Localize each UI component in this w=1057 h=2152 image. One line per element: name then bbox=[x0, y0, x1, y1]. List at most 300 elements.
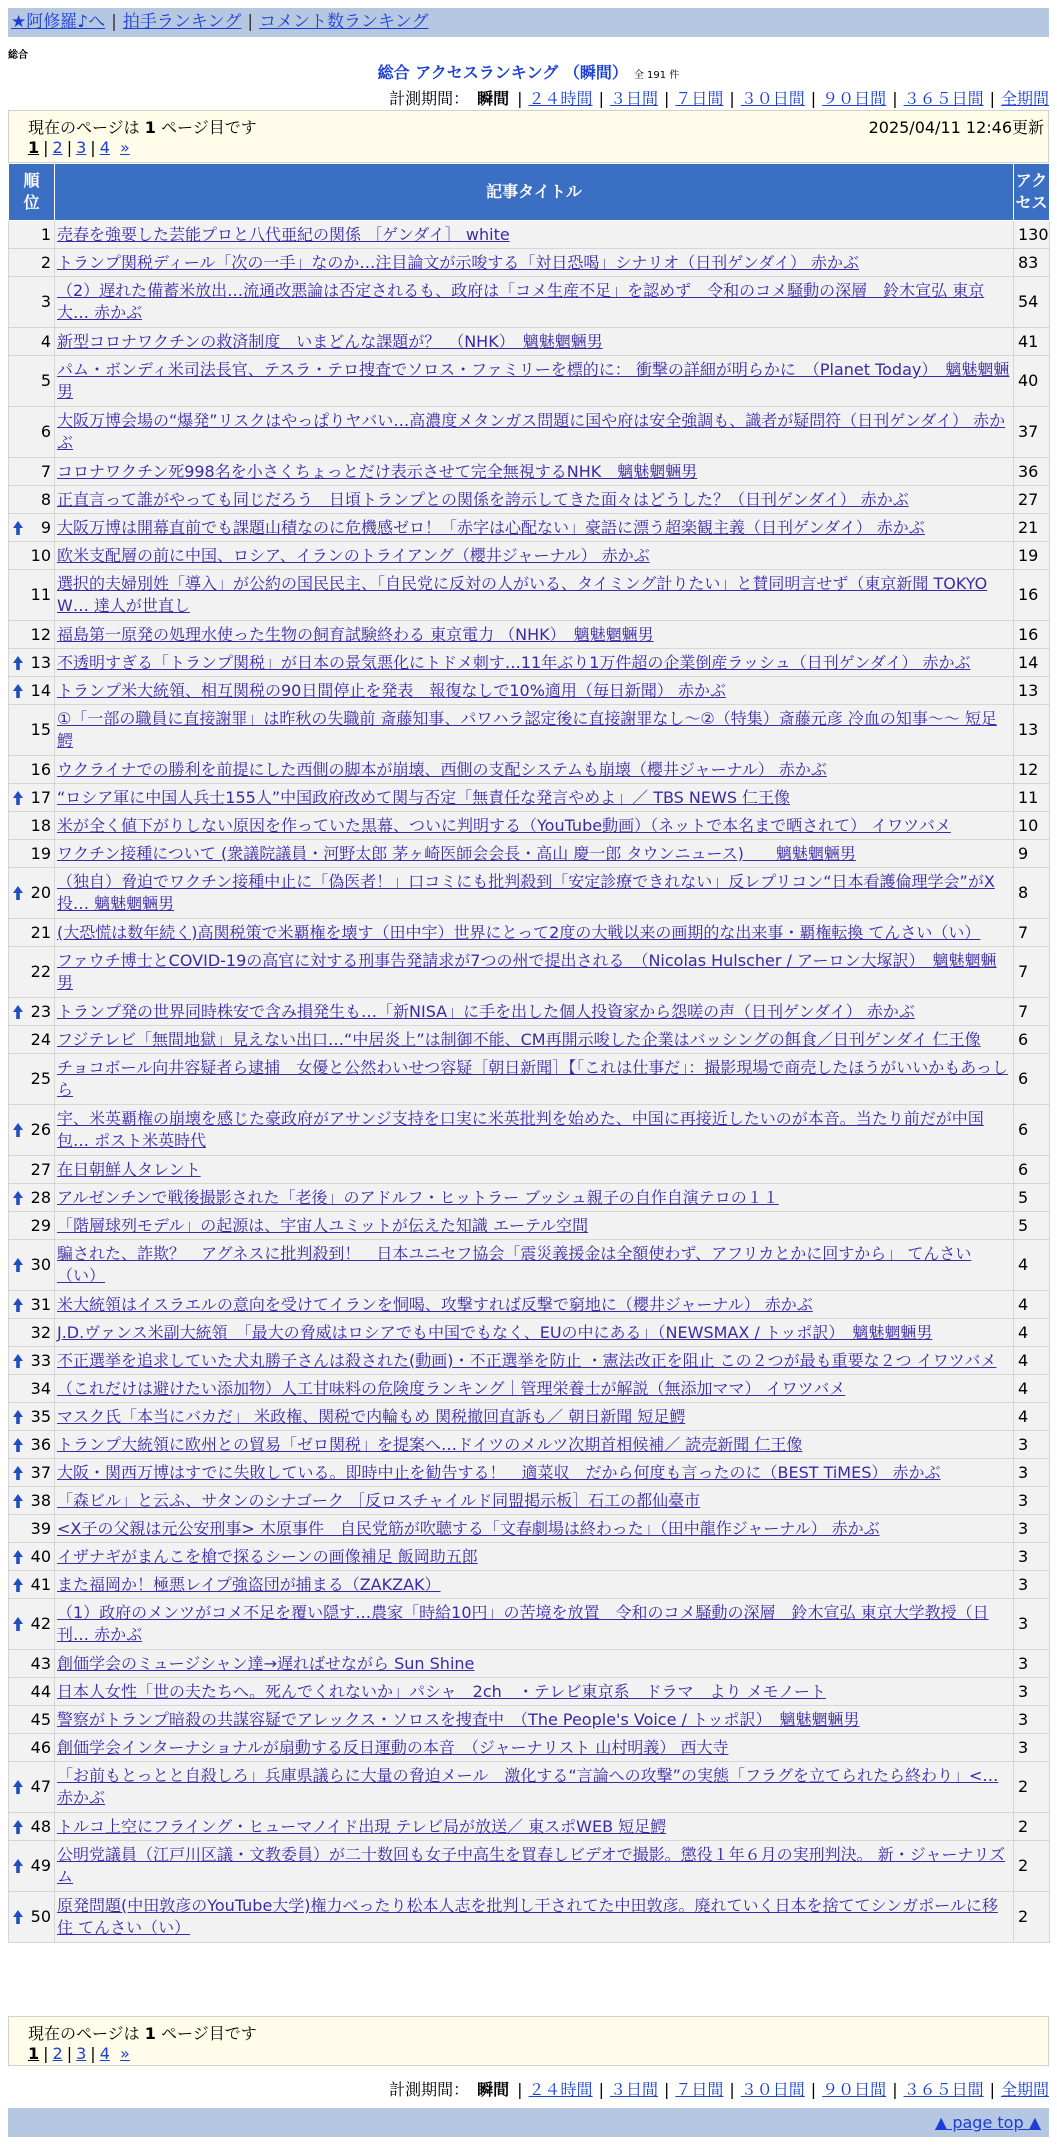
rank-number: 43 bbox=[30, 1653, 51, 1673]
access-count: 3 bbox=[1014, 1734, 1050, 1762]
article-link[interactable]: 警察がトランプ暗殺の共謀容疑でアレックス・ソロスを捜査中 （The People's Voice / トッポ訳） 魑魅魍魎男 bbox=[57, 1709, 860, 1729]
title-cell bbox=[55, 947, 1014, 998]
title-cell bbox=[55, 1184, 1014, 1212]
table-row bbox=[9, 407, 1050, 458]
title-cell bbox=[55, 1212, 1014, 1240]
article-link[interactable]: 創価学会インターナショナルが扇動する反日運動の本音 （ジャーナリスト 山村明義） 西大寺 bbox=[57, 1737, 729, 1757]
access-count: 2 bbox=[1014, 1892, 1050, 1943]
rank-cell bbox=[9, 812, 55, 840]
rank-cell bbox=[9, 705, 55, 756]
nav-link-asyura[interactable]: ★阿修羅♪へ bbox=[11, 12, 106, 32]
rank-cell bbox=[9, 1156, 55, 1184]
rank-number: 30 bbox=[30, 1255, 51, 1274]
article-link[interactable]: 原発問題(中田敦彦のYouTube大学)権力べったり松本人志を批判し干されてた中田敦彦。廃れていく日本を捨ててシンガポールに移住 てんさい（い） bbox=[57, 1896, 998, 1937]
rank-number: 37 bbox=[30, 1462, 51, 1482]
article-link[interactable]: フジテレビ「無間地獄」見えない出口…“中居炎上”は制御不能、CM再開示唆した企業はバッシングの餌食／日刊ゲンダイ 仁王像 bbox=[57, 1029, 981, 1049]
period-link-365d[interactable]: ３６５日間 bbox=[903, 89, 984, 108]
table-row bbox=[9, 621, 1050, 649]
table-row bbox=[9, 1571, 1050, 1599]
access-count: 12 bbox=[1014, 756, 1050, 784]
article-link[interactable]: マスク氏「本当にバカだ」 米政権、関税で内輪もめ 関税撤回直訴も／ 朝日新聞 短足鰐 bbox=[57, 1406, 686, 1426]
title-cell bbox=[55, 1319, 1014, 1347]
title-cell bbox=[55, 1431, 1014, 1459]
article-link[interactable]: （独自）脅迫でワクチン接種中止に「偽医者！」口コミにも批判殺到「安定診療できれない」反レプリコン“日本看護倫理学会”がX投… 魑魅魍魎男 bbox=[57, 872, 995, 913]
access-count: 3 bbox=[1014, 1599, 1050, 1650]
table-row bbox=[9, 221, 1050, 249]
rank-number: 46 bbox=[30, 1737, 51, 1757]
article-link[interactable]: 創価学会のミュージシャン達→遅ればせながら Sun Shine bbox=[57, 1653, 475, 1673]
rank-number: 25 bbox=[30, 1069, 51, 1088]
access-count: 14 bbox=[1014, 649, 1050, 677]
access-count: 5 bbox=[1014, 1184, 1050, 1212]
article-link[interactable]: （1）政府のメンツがコメ不足を覆い隠す…農家「時給10円」の苦境を放置 令和のコメ騒動の深層 鈴木宣弘 東京大学教授（日刊… 赤かぶ bbox=[57, 1603, 989, 1644]
period-selector-top: 計測期間： 瞬間 | ２４時間 | ３日間 | ７日間 | ３０日間 | ９０日間 | ３６５日間 | 全期間 bbox=[389, 89, 1049, 108]
table-row bbox=[9, 486, 1050, 514]
access-count: 6 bbox=[1014, 1054, 1050, 1105]
access-count: 2 bbox=[1014, 1762, 1050, 1813]
rank-number: 2 bbox=[40, 252, 51, 272]
rank-cell bbox=[9, 1571, 55, 1599]
rank-number: 16 bbox=[30, 759, 51, 779]
period-selector-bottom: 計測期間： 瞬間 | ２４時間 | ３日間 | ７日間 | ３０日間 | ９０日間 | ３６５日間 | 全期間 bbox=[389, 2080, 1049, 2099]
table-row bbox=[9, 328, 1050, 356]
rank-number: 39 bbox=[30, 1518, 51, 1538]
rank-number: 27 bbox=[30, 1159, 51, 1179]
article-link[interactable]: 「お前もとっとと自殺しろ」兵庫県議らに大量の脅迫メール 激化する“言論への攻撃”の実態「フラグを立てられたら終わり」<… 赤かぶ bbox=[57, 1766, 999, 1807]
article-link[interactable]: 選択的夫婦別姓「導入」が公約の国民民主、「自民党に反対の人がいる、タイミング計りたい」と賛同明言せず（東京新聞 TOKYO W… 達人が世直し bbox=[57, 574, 988, 615]
access-count: 3 bbox=[1014, 1706, 1050, 1734]
title-cell bbox=[55, 1240, 1014, 1291]
page-link-3[interactable]: 3 bbox=[76, 2044, 87, 2063]
table-row bbox=[9, 756, 1050, 784]
up-arrow-icon bbox=[12, 520, 24, 536]
table-row bbox=[9, 542, 1050, 570]
article-link[interactable]: ①「一部の職員に直接謝罪」は昨秋の失職前 斎藤知事、パワハラ認定後に直接謝罪なし～②（特集）斎藤元彦 冷血の知事～～ 短足鰐 bbox=[57, 709, 997, 750]
page-link-1[interactable]: 1 bbox=[28, 138, 40, 157]
table-row bbox=[9, 649, 1050, 677]
rank-cell bbox=[9, 1105, 55, 1156]
access-count: 4 bbox=[1014, 1291, 1050, 1319]
rank-number: 7 bbox=[40, 461, 51, 481]
section-label: 総合 bbox=[8, 50, 28, 61]
access-count: 11 bbox=[1014, 784, 1050, 812]
ranking-title-line bbox=[0, 60, 1057, 83]
article-link[interactable]: パム・ボンディ米司法長官、テスラ・テロ捜査でソロス・ファミリーを標的に： 衝撃の詳細が明らかに （Planet Today） 魑魅魍魎男 bbox=[57, 360, 1010, 401]
title-cell bbox=[55, 486, 1014, 514]
period-link-3d[interactable]: ３日間 bbox=[609, 2080, 658, 2099]
up-arrow-icon bbox=[12, 1909, 24, 1925]
article-link[interactable]: イザナギがまんこを槍で探るシーンの画像補足 飯岡助五郎 bbox=[57, 1546, 478, 1566]
rank-number: 18 bbox=[30, 815, 51, 835]
access-count: 13 bbox=[1014, 705, 1050, 756]
rank-number: 47 bbox=[30, 1777, 51, 1796]
title-cell bbox=[55, 812, 1014, 840]
rank-cell bbox=[9, 1734, 55, 1762]
period-link-30d[interactable]: ３０日間 bbox=[740, 89, 805, 108]
rank-number: 12 bbox=[30, 624, 51, 644]
article-link[interactable]: 新型コロナワクチンの救済制度 いまどんな課題が？ （NHK） 魑魅魍魎男 bbox=[57, 331, 603, 351]
article-link[interactable]: （これだけは避けたい添加物）人工甘味料の危険度ランキング｜管理栄養士が解説（無添加ママ） イワツバメ bbox=[57, 1378, 846, 1398]
article-link[interactable]: 「階層球列モデル」の起源は、宇宙人ユミットが伝えた知識 エーテル空間 bbox=[57, 1215, 589, 1235]
table-row bbox=[9, 514, 1050, 542]
article-link[interactable]: コロナワクチン死998名を小さくちょっとだけ表示させて完全無視するNHK 魑魅魍魎男 bbox=[57, 461, 698, 481]
article-link[interactable]: トランプ発の世界同時株安で含み損発生も…「新NISA」に手を出した個人投資家から怨嗟の声（日刊ゲンダイ） 赤かぶ bbox=[57, 1001, 915, 1021]
period-current: 瞬間 bbox=[477, 89, 510, 108]
rank-cell bbox=[9, 677, 55, 705]
access-count: 3 bbox=[1014, 1515, 1050, 1543]
rank-cell bbox=[9, 1291, 55, 1319]
nav-link-comment-ranking[interactable]: コメント数ランキング bbox=[259, 12, 429, 32]
page-link-1[interactable]: 1 bbox=[28, 2044, 40, 2063]
article-link[interactable]: 公明党議員（江戸川区議・文教委員）が二十数回も女子中高生を買春しビデオで撮影。懲役１年６月の実刑判決。 新・ジャーナリズム bbox=[57, 1845, 1006, 1886]
access-count: 3 bbox=[1014, 1431, 1050, 1459]
table-row bbox=[9, 1841, 1050, 1892]
rank-cell bbox=[9, 1431, 55, 1459]
title-cell bbox=[55, 1706, 1014, 1734]
next-page-link[interactable]: » bbox=[120, 2044, 130, 2063]
page-link-2[interactable]: 2 bbox=[52, 2044, 63, 2063]
table-row bbox=[9, 1240, 1050, 1291]
up-arrow-icon bbox=[12, 1577, 24, 1593]
rank-cell bbox=[9, 542, 55, 570]
title-cell bbox=[55, 1347, 1014, 1375]
article-link[interactable]: (大恐慌は数年続く)高関税策で米覇権を壊す（田中宇）世界にとって2度の大戦以来の画期的な出来事・覇権転換 てんさい（い） bbox=[57, 922, 981, 942]
article-link[interactable]: 米が全く値下がりしない原因を作っていた黒幕、ついに判明する（YouTube動画）（ネットで本名まで晒されて） イワツバメ bbox=[57, 815, 951, 835]
rank-number: 15 bbox=[30, 720, 51, 739]
article-link[interactable]: トランプ米大統領、相互関税の90日間停止を発表 報復なしで10%適用（毎日新聞） 赤かぶ bbox=[57, 680, 727, 700]
up-arrow-icon bbox=[12, 1122, 24, 1138]
rank-cell bbox=[9, 1892, 55, 1943]
access-count: 6 bbox=[1014, 1026, 1050, 1054]
article-link[interactable]: 福島第一原発の処理水使った生物の飼育試験終わる 東京電力 （NHK） 魑魅魍魎男 bbox=[57, 624, 654, 644]
period-link-24h[interactable]: ２４時間 bbox=[528, 2080, 593, 2099]
article-link[interactable]: 在日朝鮮人タレント bbox=[57, 1159, 201, 1179]
footer-bar bbox=[8, 2108, 1049, 2137]
rank-number: 24 bbox=[30, 1029, 51, 1049]
rank-number: 35 bbox=[30, 1406, 51, 1426]
article-link[interactable]: （2）遅れた備蓄米放出…流通改悪論は否定されるも、政府は「コメ生産不足」を認めず 令和のコメ騒動の深層 鈴木宣弘 東京大… 赤かぶ bbox=[57, 281, 985, 322]
pagination-top: 1 | 2 | 3 | 4 » bbox=[28, 138, 130, 157]
title-cell bbox=[55, 1571, 1014, 1599]
article-link[interactable]: チョコボール向井容疑者ら逮捕 女優と公然わいせつ容疑［朝日新聞］【「これは仕事だ」：撮影現場で商売したほうがいいかもあっしら bbox=[57, 1058, 1009, 1099]
table-row bbox=[9, 1706, 1050, 1734]
rank-cell bbox=[9, 998, 55, 1026]
rank-cell bbox=[9, 1515, 55, 1543]
access-count: 3 bbox=[1014, 1571, 1050, 1599]
access-count: 2 bbox=[1014, 1813, 1050, 1841]
table-row bbox=[9, 1813, 1050, 1841]
title-cell bbox=[55, 1599, 1014, 1650]
article-link[interactable]: “ロシア軍に中国人兵士155人”中国政府改めて関与否定「無責任な発言やめよ」／ TBS NEWS 仁王像 bbox=[57, 787, 791, 807]
rank-cell bbox=[9, 1403, 55, 1431]
rank-cell bbox=[9, 621, 55, 649]
next-page-link[interactable]: » bbox=[120, 138, 130, 157]
table-row bbox=[9, 1026, 1050, 1054]
period-link-90d[interactable]: ９０日間 bbox=[822, 89, 887, 108]
up-arrow-icon bbox=[12, 885, 24, 901]
nav-link-applause-ranking[interactable]: 拍手ランキング bbox=[122, 12, 242, 32]
period-link-3d[interactable]: ３日間 bbox=[609, 89, 658, 108]
up-arrow-icon bbox=[12, 655, 24, 671]
rank-cell bbox=[9, 1240, 55, 1291]
updated-timestamp: 2025/04/11 12:46更新 bbox=[868, 118, 1044, 137]
access-count: 13 bbox=[1014, 677, 1050, 705]
rank-cell bbox=[9, 277, 55, 328]
access-count: 6 bbox=[1014, 1105, 1050, 1156]
access-count: 10 bbox=[1014, 812, 1050, 840]
top-nav-bar bbox=[8, 8, 1049, 37]
rank-number: 33 bbox=[30, 1350, 51, 1370]
access-count: 3 bbox=[1014, 1650, 1050, 1678]
rank-cell bbox=[9, 756, 55, 784]
table-row bbox=[9, 1375, 1050, 1403]
period-link-all[interactable]: 全期間 bbox=[1000, 89, 1049, 108]
period-link-365d[interactable]: ３６５日間 bbox=[903, 2080, 984, 2099]
article-link[interactable]: 不正選挙を追求していた犬丸勝子さんは殺された(動画)・不正選挙を防止 ・憲法改正を阻止 この２つが最も重要な２つ イワツバメ bbox=[57, 1350, 997, 1370]
table-row bbox=[9, 1543, 1050, 1571]
title-cell bbox=[55, 1487, 1014, 1515]
access-count: 7 bbox=[1014, 998, 1050, 1026]
article-link[interactable]: J.D.ヴァンス米副大統領 「最大の脅威はロシアでも中国でもなく、EUの中にある」（NEWSMAX / トッポ訳） 魑魅魍魎男 bbox=[57, 1322, 933, 1342]
table-row bbox=[9, 277, 1050, 328]
rank-cell bbox=[9, 221, 55, 249]
rank-cell bbox=[9, 1841, 55, 1892]
article-link[interactable]: トランプ関税ディール「次の一手」なのか…注目論文が示唆する「対日恐喝」シナリオ（日刊ゲンダイ） 赤かぶ bbox=[57, 252, 860, 272]
article-link[interactable]: 大阪・関西万博はすでに失敗している。即時中止を勧告する！ 適菜収 だから何度も言ったのに（BEST TiMES） 赤かぶ bbox=[57, 1462, 941, 1482]
article-link[interactable]: 売春を強要した芸能プロと八代亜紀の関係 ［ゲンダイ］ white bbox=[57, 224, 510, 244]
rank-cell bbox=[9, 1319, 55, 1347]
rank-cell bbox=[9, 1026, 55, 1054]
up-arrow-icon bbox=[12, 683, 24, 699]
rank-number: 20 bbox=[30, 883, 51, 902]
table-row bbox=[9, 1515, 1050, 1543]
title-cell bbox=[55, 407, 1014, 458]
article-link[interactable]: 大阪万博は開幕直前でも課題山積なのに危機感ゼロ！「赤字は心配ない」豪語に漂う超楽観主義（日刊ゲンダイ） 赤かぶ bbox=[57, 517, 925, 537]
article-link[interactable]: 大阪万博会場の“爆発”リスクはやっぱりヤバい…高濃度メタンガス問題に国や府は安全強調も、識者が疑問符（日刊ゲンダイ） 赤かぶ bbox=[57, 411, 1006, 452]
period-link-24h[interactable]: ２４時間 bbox=[528, 89, 593, 108]
table-row bbox=[9, 919, 1050, 947]
rank-cell bbox=[9, 1459, 55, 1487]
article-link[interactable]: 米大統領はイスラエルの意向を受けてイランを恫喝、攻撃すれば反撃で窮地に（櫻井ジャーナル） 赤かぶ bbox=[57, 1294, 813, 1314]
title-cell bbox=[55, 919, 1014, 947]
title-cell bbox=[55, 677, 1014, 705]
rank-cell bbox=[9, 1762, 55, 1813]
title-cell bbox=[55, 1841, 1014, 1892]
article-link[interactable]: アルゼンチンで戦後撮影された「老後」のアドルフ・ヒットラー ブッシュ親子の自作自演テロの１１ bbox=[57, 1187, 779, 1207]
rank-cell bbox=[9, 356, 55, 407]
up-arrow-icon bbox=[12, 1353, 24, 1369]
page-top-link[interactable]: ▲ page top ▲ bbox=[934, 2113, 1041, 2132]
rank-cell bbox=[9, 407, 55, 458]
title-cell bbox=[55, 705, 1014, 756]
up-arrow-icon bbox=[12, 1779, 24, 1795]
article-link[interactable]: 騙された、詐欺？ アグネスに批判殺到！ 日本ユニセフ協会「震災義援金は全額使わず、アフリカとかに回すから」 てんさい（い） bbox=[57, 1244, 972, 1285]
rank-cell bbox=[9, 649, 55, 677]
access-count: 4 bbox=[1014, 1319, 1050, 1347]
table-row bbox=[9, 1156, 1050, 1184]
rank-number: 17 bbox=[30, 787, 51, 807]
title-cell bbox=[55, 784, 1014, 812]
title-cell bbox=[55, 621, 1014, 649]
rank-number: 14 bbox=[30, 680, 51, 700]
rank-number: 5 bbox=[40, 371, 51, 390]
table-header-row bbox=[9, 164, 1050, 221]
up-arrow-icon bbox=[12, 1819, 24, 1835]
rank-number: 28 bbox=[30, 1187, 51, 1207]
access-count: 3 bbox=[1014, 1459, 1050, 1487]
rank-cell bbox=[9, 458, 55, 486]
access-count: 4 bbox=[1014, 1403, 1050, 1431]
access-count: 27 bbox=[1014, 486, 1050, 514]
article-link[interactable]: ワクチン接種について (衆議院議員・河野太郎 茅ヶ崎医師会会長・高山 慶一郎 タウンニュース) 魑魅魍魎男 bbox=[57, 843, 856, 863]
rank-cell bbox=[9, 1678, 55, 1706]
article-link[interactable]: トルコ上空にフライング・ヒューマノイド出現 テレビ局が放送／ 東スポWEB 短足鰐 bbox=[57, 1816, 667, 1836]
rank-number: 8 bbox=[40, 489, 51, 509]
period-link-7d[interactable]: ７日間 bbox=[675, 89, 724, 108]
access-count: 4 bbox=[1014, 1375, 1050, 1403]
rank-number: 40 bbox=[30, 1546, 51, 1566]
rank-number: 13 bbox=[30, 652, 51, 672]
article-link[interactable]: 正直言って誰がやっても同じだろう 日頃トランプとの関係を誇示してきた面々はどうした？（日刊ゲンダイ） 赤かぶ bbox=[57, 489, 909, 509]
title-cell bbox=[55, 1892, 1014, 1943]
title-cell bbox=[55, 1650, 1014, 1678]
rank-cell bbox=[9, 328, 55, 356]
table-row bbox=[9, 1212, 1050, 1240]
period-link-7d[interactable]: ７日間 bbox=[675, 2080, 724, 2099]
access-count: 21 bbox=[1014, 514, 1050, 542]
period-link-30d[interactable]: ３０日間 bbox=[740, 2080, 805, 2099]
rank-number: 6 bbox=[40, 422, 51, 441]
article-link[interactable]: 「森ビル」と云ふ、サタンのシナゴーク ［反ロスチャイルド同盟掲示板］石工の都仙臺市 bbox=[57, 1490, 701, 1510]
table-row bbox=[9, 1184, 1050, 1212]
total-count: 全 191 件 bbox=[633, 70, 680, 81]
rank-number: 38 bbox=[30, 1490, 51, 1510]
rank-number: 44 bbox=[30, 1681, 51, 1701]
up-arrow-icon bbox=[12, 1437, 24, 1453]
rank-number: 22 bbox=[30, 962, 51, 981]
access-count: 7 bbox=[1014, 919, 1050, 947]
page-status-text: 現在のページは 1 ページ目です bbox=[28, 118, 257, 137]
access-count: 9 bbox=[1014, 840, 1050, 868]
access-count: 36 bbox=[1014, 458, 1050, 486]
title-cell bbox=[55, 1026, 1014, 1054]
table-row bbox=[9, 1734, 1050, 1762]
article-link[interactable]: また福岡か！極悪レイプ強盗団が捕まる（ZAKZAK） bbox=[57, 1574, 441, 1594]
rank-number: 4 bbox=[40, 331, 51, 351]
access-count: 3 bbox=[1014, 1678, 1050, 1706]
table-row bbox=[9, 1650, 1050, 1678]
rank-cell bbox=[9, 1487, 55, 1515]
access-count: 130 bbox=[1014, 221, 1050, 249]
period-link-all[interactable]: 全期間 bbox=[1000, 2080, 1049, 2099]
page-link-2[interactable]: 2 bbox=[52, 138, 63, 157]
access-count: 16 bbox=[1014, 621, 1050, 649]
article-link[interactable]: <X子の父親は元公安刑事> 木原事件 自民党筋が吹聴する「文春劇場は終わった」（田中龍作ジャーナル） 赤かぶ bbox=[57, 1518, 880, 1538]
up-arrow-icon bbox=[12, 790, 24, 806]
rank-cell bbox=[9, 1706, 55, 1734]
table-row bbox=[9, 868, 1050, 919]
rank-number: 32 bbox=[30, 1322, 51, 1342]
table-row bbox=[9, 1892, 1050, 1943]
title-cell bbox=[55, 1813, 1014, 1841]
header-count: アクセス bbox=[1014, 164, 1050, 221]
table-row bbox=[9, 1459, 1050, 1487]
rank-number: 45 bbox=[30, 1709, 51, 1729]
table-row bbox=[9, 840, 1050, 868]
access-count: 4 bbox=[1014, 1240, 1050, 1291]
rank-cell bbox=[9, 840, 55, 868]
rank-number: 48 bbox=[30, 1816, 51, 1836]
table-row bbox=[9, 784, 1050, 812]
rank-number: 49 bbox=[30, 1856, 51, 1875]
table-row bbox=[9, 1431, 1050, 1459]
up-arrow-icon bbox=[12, 1549, 24, 1565]
access-count: 6 bbox=[1014, 1156, 1050, 1184]
title-cell bbox=[55, 458, 1014, 486]
table-row bbox=[9, 1678, 1050, 1706]
title-cell bbox=[55, 356, 1014, 407]
rank-number: 50 bbox=[30, 1907, 51, 1926]
access-count: 8 bbox=[1014, 868, 1050, 919]
article-link[interactable]: 日本人女性「世の夫たちへ。死んでくれないか」パシャ 2ch ・テレビ東京系 ドラマ より メモノート bbox=[57, 1681, 826, 1701]
rank-number: 29 bbox=[30, 1215, 51, 1235]
access-count: 5 bbox=[1014, 1212, 1050, 1240]
rank-cell bbox=[9, 249, 55, 277]
title-cell bbox=[55, 868, 1014, 919]
title-cell bbox=[55, 249, 1014, 277]
article-link[interactable]: 宇、米英覇権の崩壊を感じた豪政府がアサンジ支持を口実に米英批判を始めた、中国に再接近したいのが本音。当たり前だが中国包… ポスト米英時代 bbox=[57, 1109, 984, 1150]
rank-cell bbox=[9, 1212, 55, 1240]
page-info-top bbox=[8, 110, 1049, 163]
nav-separator: | bbox=[111, 12, 117, 32]
access-count: 83 bbox=[1014, 249, 1050, 277]
nav-separator: | bbox=[247, 12, 254, 32]
table-row bbox=[9, 947, 1050, 998]
rank-number: 3 bbox=[40, 292, 51, 311]
page-status-text-bottom: 現在のページは 1 ページ目です bbox=[28, 2024, 257, 2043]
period-current: 瞬間 bbox=[477, 2080, 510, 2099]
rank-cell bbox=[9, 1184, 55, 1212]
page-link-4[interactable]: 4 bbox=[99, 138, 110, 157]
article-link[interactable]: 欧米支配層の前に中国、ロシア、イランのトライアング（櫻井ジャーナル） 赤かぶ bbox=[57, 545, 650, 565]
rank-cell bbox=[9, 486, 55, 514]
table-row bbox=[9, 998, 1050, 1026]
access-count: 40 bbox=[1014, 356, 1050, 407]
access-count: 37 bbox=[1014, 407, 1050, 458]
article-link[interactable]: ウクライナでの勝利を前提にした西側の脚本が崩壊、西側の支配システムも崩壊（櫻井ジャーナル） 赤かぶ bbox=[57, 759, 827, 779]
article-link[interactable]: 不透明すぎる「トランプ関税」が日本の景気悪化にトドメ刺す…11年ぶり1万件超の企業倒産ラッシュ（日刊ゲンダイ） 赤かぶ bbox=[57, 652, 971, 672]
rank-number: 21 bbox=[30, 922, 51, 942]
page-link-4[interactable]: 4 bbox=[99, 2044, 110, 2063]
title-cell bbox=[55, 1054, 1014, 1105]
title-cell bbox=[55, 328, 1014, 356]
access-count: 7 bbox=[1014, 947, 1050, 998]
article-link[interactable]: トランプ大統領に欧州との貿易「ゼロ関税」を提案へ…ドイツのメルツ次期首相候補／ 読売新聞 仁王像 bbox=[57, 1434, 803, 1454]
page-link-3[interactable]: 3 bbox=[76, 138, 87, 157]
rank-number: 36 bbox=[30, 1434, 51, 1454]
rank-number: 26 bbox=[30, 1120, 51, 1139]
access-count: 54 bbox=[1014, 277, 1050, 328]
up-arrow-icon bbox=[12, 1616, 24, 1632]
article-link[interactable]: ファウチ博士とCOVID-19の高官に対する刑事告発請求が7つの州で提出される （Nicolas Hulscher / アーロン大塚訳） 魑魅魍魎男 bbox=[57, 951, 997, 992]
rank-cell bbox=[9, 1347, 55, 1375]
period-link-90d[interactable]: ９０日間 bbox=[822, 2080, 887, 2099]
title-cell bbox=[55, 514, 1014, 542]
title-cell bbox=[55, 570, 1014, 621]
access-count: 3 bbox=[1014, 1543, 1050, 1571]
access-count: 19 bbox=[1014, 542, 1050, 570]
table-row bbox=[9, 1403, 1050, 1431]
